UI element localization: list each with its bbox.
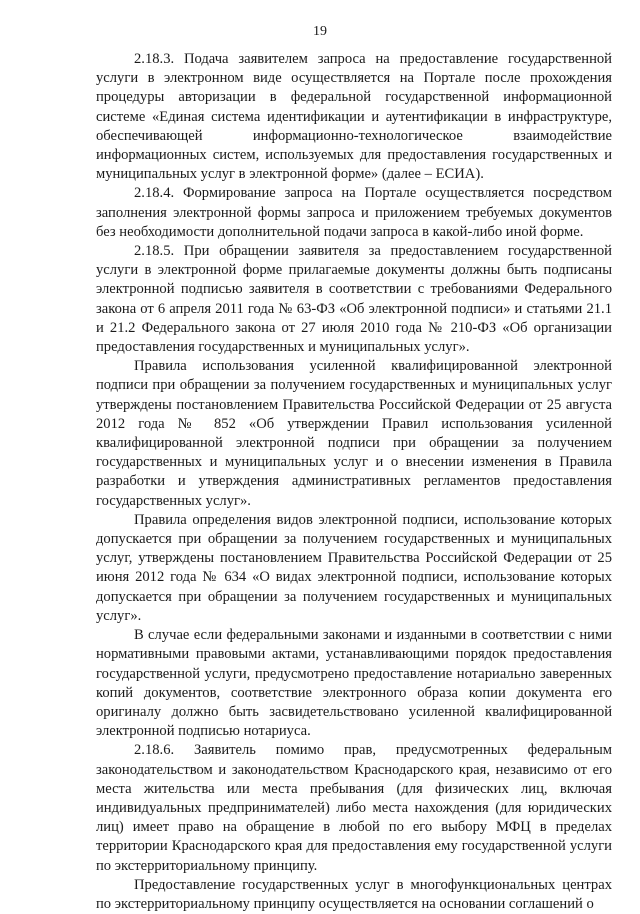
paragraph-2-18-6: 2.18.6. Заявитель помимо прав, предусмотренных федеральным законодательством и законодательством Краснодарского края, независимо от его места жительства или места пребывания (для физических лиц, включая индивидуальных предпринимателей) либо места нахождения (для юридических лиц) имеет право на обращение в любой по его выбору МФЦ в пределах территории Краснодарского края для предоставления ему государственной услуги по экстерриториальному принципу.: [96, 742, 612, 874]
paragraph-signature-types-rules: Правила определения видов электронной подписи, использование которых допускается при обращении за получением государственных и муниципальных услуг, утверждены постановлением Правительства Российской Федерации от 25 июня 2012 года № 634 «О видах электронной подписи, использование которых допускается при обращении за получением государственных и муниципальных услуг».: [96, 511, 612, 624]
paragraph-notarized-copies: В случае если федеральными законами и изданными в соответствии с ними нормативными правовыми актами, устанавливающими порядок предоставления государственной услуги, предусмотрено предоставление нотариально заверенных копий документов, соответствие электронного образа копии документа его оригиналу должно быть засвидетельствовано усиленной квалифицированной электронной подписью нотариуса.: [96, 627, 612, 740]
paragraph-2-18-3: 2.18.3. Подача заявителем запроса на предоставление государственной услуги в электронном виде осуществляется на Портале после прохождения процедуры авторизации в федеральной государственной информационной системе «Единая система идентификации и аутентификации в инфраструктуре, обеспечивающей информационно-технологическое взаимодействие информационных систем, используемых для предоставления государственных и муниципальных услуг в электронной форме» (далее – ЕСИА).: [96, 51, 612, 183]
page-number: 19: [313, 24, 327, 39]
document-body: [96, 50, 612, 914]
paragraph-qualified-signature-rules: Правила использования усиленной квалифицированной электронной подписи при обращении за получением государственных и муниципальных услуг утверждены постановлением Правительства Российской Федерации от 25 августа 2012 года № 852 «Об утверждении Правил использования усиленной квалифицированной электронной подписи при обращении за получением государственных и муниципальных услуг и о внесении изменения в Правила разработки и утверждения административных регламентов предоставления государственных услуг».: [96, 358, 612, 509]
paragraph-extraterritorial-mfc: Предоставление государственных услуг в многофункциональных центрах по экстерриториальному принципу осуществляется на основании соглашений о: [96, 876, 612, 912]
paragraph-2-18-4: 2.18.4. Формирование запроса на Портале осуществляется посредством заполнения электронной формы запроса и приложением требуемых документов без необходимости дополнительной подачи запроса в какой-либо иной форме.: [96, 185, 612, 240]
paragraph-2-18-5: 2.18.5. При обращении заявителя за предоставлением государственной услуги в электронной форме прилагаемые документы должны быть подписаны электронной подписью заявителя в соответствии с требованиями Федерального закона от 6 апреля 2011 года № 63-ФЗ «Об электронной подписи» и статьями 21.1 и 21.2 Федерального закона от 27 июля 2010 года № 210-ФЗ «Об организации предоставления государственных и муниципальных услуг».: [96, 243, 612, 356]
